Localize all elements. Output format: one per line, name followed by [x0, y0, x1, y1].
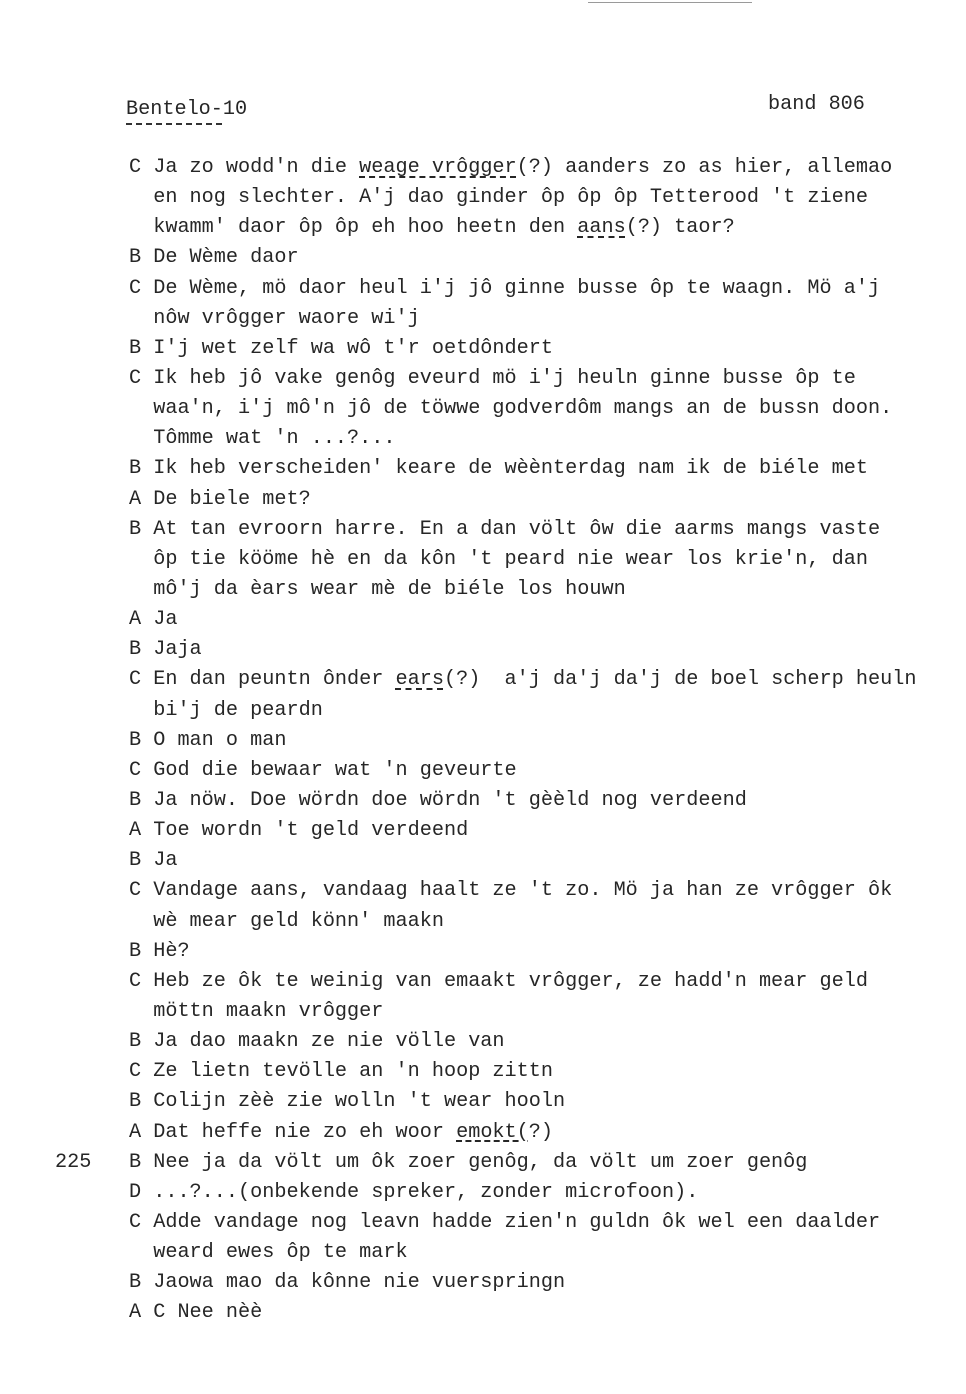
- speaker-label: B: [129, 246, 142, 270]
- speaker-label: B: [129, 939, 142, 963]
- utterance-text: weard ewes ôp te mark: [153, 1241, 408, 1265]
- transcript-line: [129, 937, 949, 967]
- transcript-line: [129, 1057, 949, 1087]
- transcript-line: [129, 364, 949, 394]
- transcript-line: [129, 485, 949, 515]
- utterance-text: en nog slechter. A'j dao ginder ôp ôp ôp Tetterood 't ziene: [153, 186, 868, 210]
- transcript-line: [129, 786, 949, 816]
- utterance-text: Hè?: [153, 939, 190, 963]
- utterance-text: wè mear geld könn' maakn: [153, 909, 444, 933]
- speaker-label: A: [129, 1120, 142, 1144]
- speaker-label: C: [129, 276, 142, 300]
- transcript-line: [129, 1208, 949, 1238]
- speaker-label: C: [129, 668, 142, 692]
- transcript-line: [129, 183, 949, 213]
- speaker-label: A: [129, 1301, 142, 1325]
- speaker-label: C: [129, 879, 142, 903]
- transcript-line: [129, 334, 949, 364]
- transcript-line: [129, 1298, 949, 1328]
- top-rule: [588, 2, 752, 3]
- transcript-line: [129, 997, 949, 1027]
- transcript-line: [129, 424, 949, 454]
- transcript-line: [55, 1148, 949, 1178]
- utterance-text: Jaowa mao da kônne nie vuerspringn: [153, 1271, 566, 1295]
- utterance-text: Adde vandage nog leavn hadde zien'n guldn ôk wel een daalder: [153, 1210, 881, 1234]
- utterance-segment: En dan peuntn ônder: [153, 668, 396, 692]
- transcript-line: [129, 1268, 949, 1298]
- transcript-line: [129, 816, 949, 846]
- transcript-line: [129, 967, 949, 997]
- utterance-text: Tômme wat 'n ...?...: [153, 427, 396, 451]
- utterance-text: Ja dao maakn ze nie völle van: [153, 1030, 505, 1054]
- transcript-line: [129, 304, 949, 334]
- transcript-line: [129, 605, 949, 635]
- utterance-text: Ja: [153, 849, 178, 873]
- utterance-text: [153, 156, 892, 179]
- underlined-word: weage vrôgger: [359, 156, 517, 179]
- speaker-label: B: [129, 1090, 142, 1114]
- underlined-word: emokt(: [456, 1120, 529, 1144]
- utterance-segment: (?) aanders zo as hier, allemao: [516, 156, 893, 179]
- speaker-label: A: [129, 819, 142, 843]
- transcript-line: [129, 243, 949, 273]
- utterance-segment: (?) taor?: [625, 216, 735, 240]
- utterance-text: God die bewaar wat 'n geveurte: [153, 758, 517, 782]
- transcript-line: [129, 1238, 949, 1268]
- transcript-line: [129, 756, 949, 786]
- utterance-text: At tan evroorn harre. En a dan völt ôw die aarms mangs vaste: [153, 517, 881, 541]
- utterance-segment: kwamm' daor ôp ôp eh hoo heetn den: [153, 216, 578, 240]
- underlined-word: aans: [577, 216, 626, 240]
- speaker-label: B: [129, 517, 142, 541]
- utterance-text: [153, 668, 916, 691]
- transcript-line: [129, 1118, 949, 1148]
- utterance-text: I'j wet zelf wa wô t'r oetdôndert: [153, 336, 553, 360]
- utterance-text: Ja nöw. Doe wördn doe wördn 't gèèld nog verdeend: [153, 788, 747, 812]
- utterance-text: Ze lietn tevölle an 'n hoop zittn: [153, 1060, 553, 1084]
- utterance-text: C Nee nèè: [153, 1301, 263, 1325]
- utterance-segment: ?): [528, 1120, 554, 1144]
- speaker-label: D: [129, 1180, 142, 1204]
- transcript-line: [129, 846, 949, 876]
- speaker-label: B: [129, 728, 142, 752]
- utterance-segment: Ja zo wodd'n die: [153, 156, 360, 179]
- speaker-label: B: [129, 457, 142, 481]
- title-dashed-underline: [126, 123, 222, 125]
- transcript-line: [129, 545, 949, 575]
- utterance-text: Toe wordn 't geld verdeend: [153, 819, 469, 843]
- utterance-text: Ik heb verscheiden' keare de wèènterdag nam ik de biéle met: [153, 457, 868, 481]
- tape-number: band 806: [768, 93, 865, 116]
- transcript-line: [129, 394, 949, 424]
- transcript-line: [129, 213, 949, 243]
- transcript-line: [129, 274, 949, 304]
- transcript-line: [129, 696, 949, 726]
- speaker-label: B: [129, 788, 142, 812]
- transcript: [55, 153, 949, 1328]
- transcript-line: [129, 454, 949, 484]
- utterance-text: Ik heb jô vake genôg eveurd mö i'j heuln ginne busse ôp te: [153, 366, 856, 390]
- transcript-line: [129, 726, 949, 756]
- transcript-line: [129, 1087, 949, 1117]
- utterance-text: De biele met?: [153, 487, 311, 511]
- utterance-text: waa'n, i'j mô'n jô de töwwe godverdôm mangs an de bussn doon.: [153, 397, 893, 421]
- transcript-line: [129, 907, 949, 937]
- underlined-word: ears: [395, 668, 444, 692]
- utterance-text: bi'j de peardn: [153, 698, 323, 722]
- utterance-text: Colijn zèè zie wolln 't wear hooln: [153, 1090, 566, 1114]
- speaker-label: C: [129, 1060, 142, 1084]
- utterance-text: Heb ze ôk te weinig van emaakt vrôgger, ze hadd'n mear geld: [153, 969, 868, 993]
- speaker-label: C: [129, 1210, 142, 1234]
- utterance-text: De Wème, mö daor heul i'j jô ginne busse ôp te waagn. Mö a'j: [153, 276, 881, 300]
- utterance-text: De Wème daor: [153, 246, 299, 270]
- speaker-label: C: [129, 156, 142, 179]
- speaker-label: B: [129, 849, 142, 873]
- speaker-label: B: [129, 1030, 142, 1054]
- transcript-line: [129, 876, 949, 906]
- utterance-text: O man o man: [153, 728, 287, 752]
- speaker-label: C: [129, 969, 142, 993]
- speaker-label: B: [129, 638, 142, 662]
- page-title: Bentelo-10: [126, 98, 248, 121]
- speaker-label: A: [129, 487, 142, 511]
- utterance-text: Ja: [153, 608, 178, 632]
- transcript-line: [129, 635, 949, 665]
- transcript-line: [129, 515, 949, 545]
- utterance-text: ôp tie kööme hè en da kôn 't peard nie wear los krie'n, dan: [153, 547, 868, 571]
- transcript-line: [129, 1178, 949, 1208]
- speaker-label: B: [129, 1150, 142, 1174]
- utterance-text: Vandage aans, vandaag haalt ze 't zo. Mö ja han ze vrôgger ôk: [153, 879, 893, 903]
- utterance-text: ...?...(onbekende spreker, zonder microfoon).: [153, 1180, 699, 1204]
- utterance-text: Jaja: [153, 638, 202, 662]
- line-number: 225: [55, 1150, 92, 1174]
- speaker-label: B: [129, 1271, 142, 1295]
- utterance-text: Nee ja da völt um ôk zoer genôg, da völt um zoer genôg: [153, 1150, 808, 1174]
- transcript-line: [129, 153, 949, 183]
- speaker-label: A: [129, 608, 142, 632]
- utterance-segment: (?) a'j da'j da'j de boel scherp heuln: [443, 668, 917, 692]
- utterance-text: mô'j da èars wear mè de biéle los houwn: [153, 577, 626, 601]
- transcript-line: [129, 575, 949, 605]
- utterance-text: [153, 1121, 553, 1144]
- utterance-text: nôw vrôgger waore wi'j: [153, 306, 420, 330]
- speaker-label: C: [129, 366, 142, 390]
- utterance-segment: Dat heffe nie zo eh woor: [153, 1120, 457, 1144]
- utterance-text: [153, 216, 735, 239]
- transcript-line: [129, 1027, 949, 1057]
- speaker-label: B: [129, 336, 142, 360]
- utterance-text: möttn maakn vrôgger: [153, 999, 384, 1023]
- speaker-label: C: [129, 758, 142, 782]
- transcript-line: [129, 665, 949, 695]
